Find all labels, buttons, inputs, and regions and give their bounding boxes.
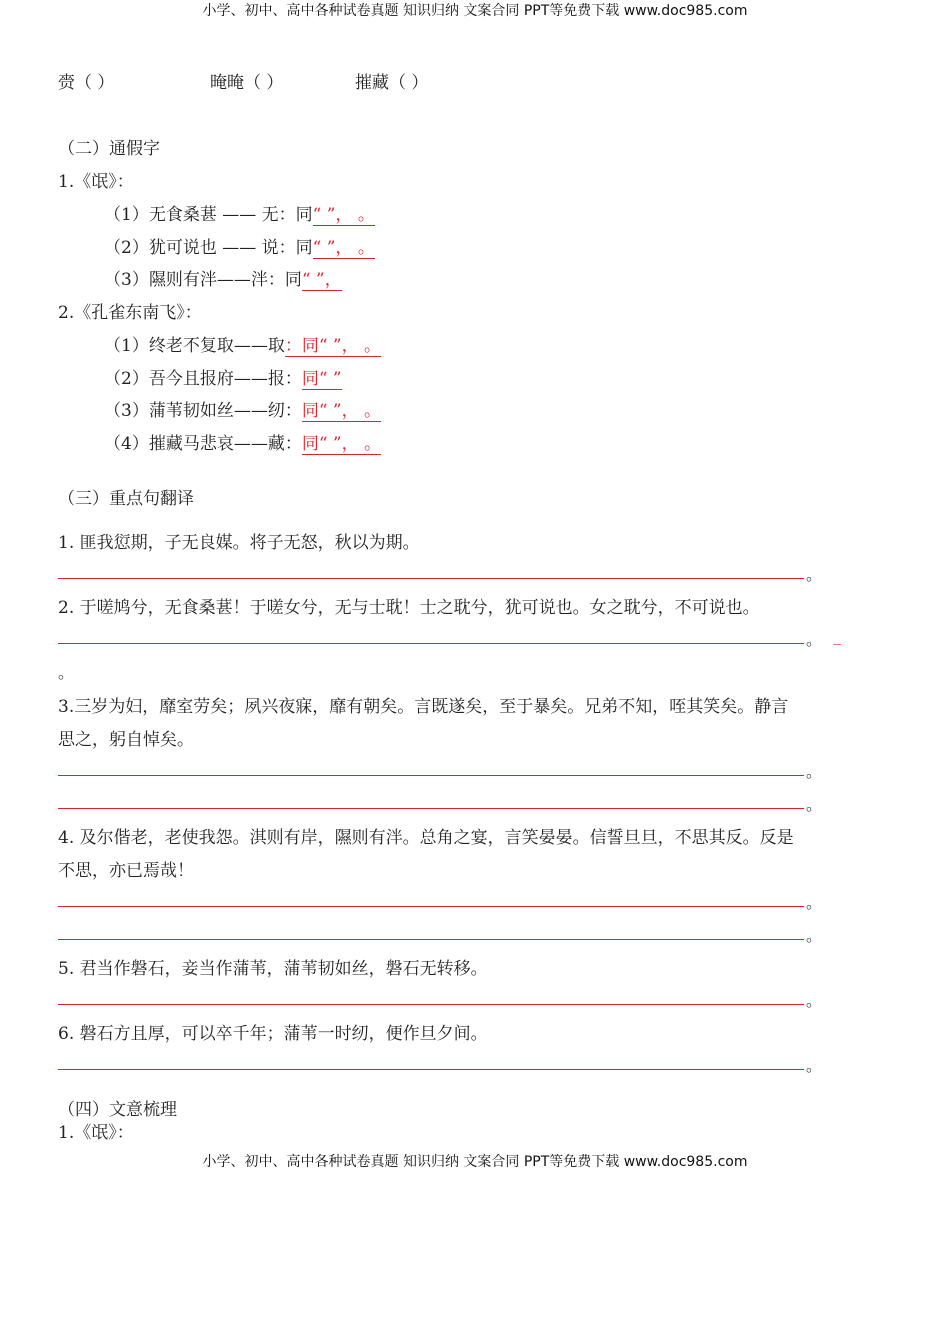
answer-blank: 同“ ”， 。 xyxy=(302,396,381,422)
tongjia-item: （3）隰则有泮——泮：同“ ”， xyxy=(104,265,342,291)
translation-line xyxy=(58,1004,804,1005)
sentence-2: 2. 于嗟鸠兮，无食桑葚！于嗟女兮，无与士耽！士之耽兮，犹可说也。女之耽兮，不可说也。 xyxy=(58,598,760,618)
translation-line xyxy=(58,906,804,907)
period: 。 xyxy=(58,663,75,682)
translation-line xyxy=(58,578,804,579)
period: 。 xyxy=(806,630,823,649)
sentence-1: 1. 匪我愆期，子无良媒。将子无怒，秋以为期。 xyxy=(58,533,420,553)
sentence-3b: 思之，躬自悼矣。 xyxy=(58,730,194,750)
pinyin-blank-cuizang: 摧藏（ ） xyxy=(355,73,429,93)
page-footer: 小学、初中、高中各种试卷真题 知识归纳 文案合同 PPT等免费下载 www.doc985.com xyxy=(202,1154,748,1170)
translation-line xyxy=(58,808,804,809)
sentence-5: 5. 君当作磐石，妾当作蒲苇，蒲苇韧如丝，磐石无转移。 xyxy=(58,959,488,979)
period: 。 xyxy=(806,565,823,584)
translation-line xyxy=(58,1069,804,1070)
sentence-4b: 不思，亦已焉哉！ xyxy=(58,861,194,881)
answer-blank: 同“ ” xyxy=(302,364,342,390)
tongjia-item: （1）终老不复取——取：同“ ”， 。 xyxy=(104,331,381,357)
page-header: 小学、初中、高中各种试卷真题 知识归纳 文案合同 PPT等免费下载 www.doc985.com xyxy=(202,3,748,19)
pinyin-blank-anan: 晻晻（ ） xyxy=(210,73,284,93)
group-title-mang-2: 1.《氓》： xyxy=(58,1123,134,1143)
translation-line xyxy=(58,643,804,644)
translation-line xyxy=(58,939,804,940)
section-title-wenyi: （四）文意梳理 xyxy=(58,1100,177,1120)
tongjia-item: （4）摧藏马悲哀——藏：同“ ”， 。 xyxy=(104,429,381,455)
group-title-kongque: 2.《孔雀东南飞》： xyxy=(58,303,202,323)
section-title-tongjiazi: （二）通假字 xyxy=(58,139,160,159)
dash-mark: _ xyxy=(833,626,841,645)
sentence-4a: 4. 及尔偕老，老使我怨。淇则有岸，隰则有泮。总角之宴，言笑晏晏。信誓旦旦，不思其反。反是 xyxy=(58,828,794,848)
answer-blank: “ ”， 。 xyxy=(313,233,375,259)
answer-blank: 同“ ”， 。 xyxy=(302,429,381,455)
tongjia-item: （2）吾今且报府——报：同“ ” xyxy=(104,364,342,390)
tongjia-item: （1）无食桑葚 —— 无：同“ ”， 。 xyxy=(104,200,375,226)
answer-blank: ：同“ ”， 。 xyxy=(285,331,381,357)
period: 。 xyxy=(806,1056,823,1075)
period: 。 xyxy=(806,926,823,945)
period: 。 xyxy=(806,991,823,1010)
tongjia-item: （2）犹可说也 —— 说：同“ ”， 。 xyxy=(104,233,375,259)
period: 。 xyxy=(806,795,823,814)
answer-blank: “ ”， xyxy=(302,265,342,291)
sentence-3a: 3.三岁为妇，靡室劳矣；夙兴夜寐，靡有朝矣。言既遂矣，至于暴矣。兄弟不知，咥其笑矣。静言 xyxy=(58,697,789,717)
translation-line xyxy=(58,775,804,776)
sentence-6: 6. 磐石方且厚，可以卒千年；蒲苇一时纫，便作旦夕间。 xyxy=(58,1024,488,1044)
pinyin-blank-ji: 赍（ ） xyxy=(58,73,115,93)
answer-blank: “ ”， 。 xyxy=(313,200,375,226)
section-title-translation: （三）重点句翻译 xyxy=(58,489,194,509)
period: 。 xyxy=(806,762,823,781)
period: 。 xyxy=(806,893,823,912)
group-title-mang: 1.《氓》： xyxy=(58,172,134,192)
tongjia-item: （3）蒲苇韧如丝——纫：同“ ”， 。 xyxy=(104,396,381,422)
